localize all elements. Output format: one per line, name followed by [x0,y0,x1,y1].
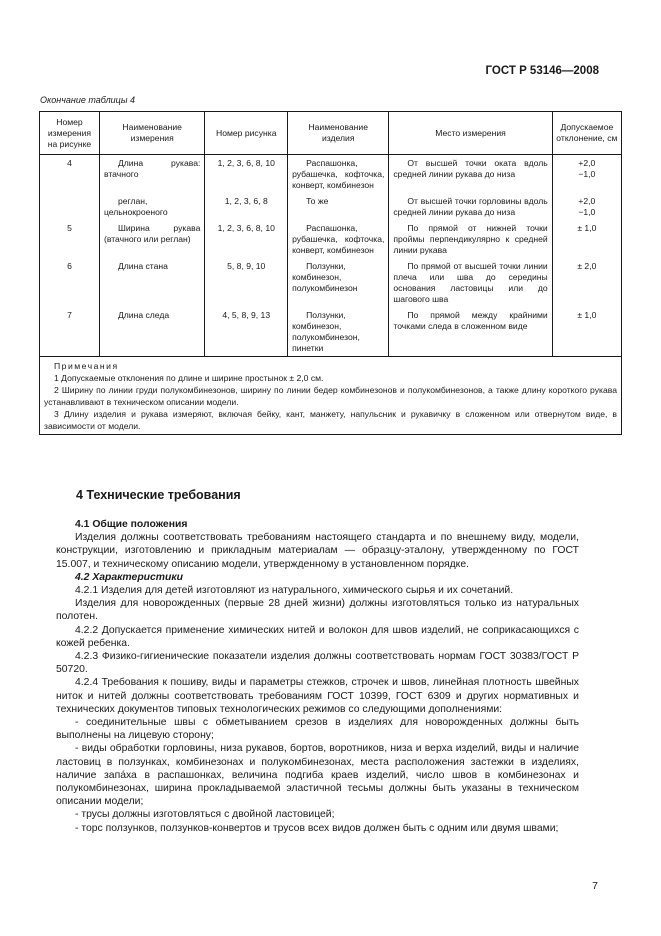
cell-number: 4 [40,155,100,194]
col-header-number: Номер измерения на рисунке [40,112,100,155]
cell-item-text: То же [306,196,329,206]
note-item: 2 Ширину по линии груди полукомбинезонов, ширину по линии бедер комбинезонов и полукомбинезонов, а также длину короткого рукава устанавливают в техническом описании модели. [44,385,617,407]
cell-name [99,155,204,194]
paragraph: 4.2.1 Изделия для детей изготовляют из натурального, химического сырья и их сочетаний. [75,585,514,597]
cell-number: 6 [40,258,100,307]
note-item: 1 Допускаемые отклонения по длине и ширине простынок ± 2,0 см. [54,373,324,383]
cell-figures: 5, 8, 9, 10 [205,258,288,307]
cell-figures: 1, 2, 3, 6, 8, 10 [205,220,288,258]
cell-place-text: По прямой от высшей точки линии плеча или шва до середины основания ластовицы или до шагового шва [393,261,548,304]
cell-figures: 1, 2, 3, 6, 8, 10 [205,155,288,194]
cell-number: 5 [40,220,100,258]
cell-tolerance: ± 2,0 [552,258,621,307]
paragraph: 4.2.3 Физико-гигиенические показатели изделия должны соответствовать нормам ГОСТ 30383/ГОСТ Р 50720. [56,651,579,676]
paragraph: 4.2.4 Требования к пошиву, виды и параметры стежков, строчек и швов, линейная плотность швейных ниток и нитей должны соответствовать требованиям ГОСТ 10399, ГОСТ 6309 и других нормативных и технических документов типовых технологических режимов со следующими дополнениями: [56,677,579,715]
cell-figures: 4, 5, 8, 9, 13 [205,307,288,357]
col-header-item: Наименование изделия [288,112,389,155]
note-item: 3 Длину изделия и рукава измеряют, включая бейку, кант, манжету, напульсник и рукавичку в сложенном или отвернутом виде, в зависимости от модели. [44,409,617,431]
subsection-title: 4.2 Характеристики [75,571,183,583]
cell-tolerance: +2,0 −1,0 [552,155,621,194]
cell-name-text: Длина следа [117,310,170,320]
cell-name-text: Длина стана [117,261,168,271]
cell-item-text: Ползунки, комбинезон, полукомбинезон [292,261,358,293]
measurements-table [39,111,622,435]
cell-place-text: От высшей точки оката вдоль средней линии рукава до низа [393,158,548,179]
paragraph: - трусы должны изготовляться с двойной ластовицей; [75,809,335,821]
col-header-figure: Номер рисунка [205,112,288,155]
notes-row [40,357,622,435]
paragraph: Изделия для новорожденных (первые 28 дней жизни) должны изготовляться только из натуральных полотен. [56,598,579,623]
cell-place [389,155,552,194]
cell-place [389,307,552,357]
cell-name-text: Длина рукава: втачного [103,158,201,179]
table-row [40,155,622,194]
subsection-title: 4.1 Общие положения [75,519,188,530]
paragraph: Изделия должны соответствовать требованиям настоящего стандарта и по внешнему виду, модели, конструкции, изготовлению и прикладным материалам — образцу-эталону, утвержденному по ГОСТ 15.007, и техническому описанию модели, утвержденному в установленном порядке. [56,532,579,570]
cell-item-text: Ползунки, комбинезон, полукомбинезон, пинетки [292,310,360,353]
table-row [40,307,622,357]
cell-figures: 1, 2, 3, 6, 8 [205,193,288,220]
cell-name [99,258,204,307]
paragraph: 4.2.2 Допускается применение химических нитей и волокон для швов изделий, не соприкасающихся с кожей ребенка. [56,624,579,649]
table-caption: Окончание таблицы 4 [40,95,135,105]
paragraph: - виды обработки горловины, низа рукавов, бортов, воротников, низа и верха изделий, виды и наличие ластовиц в ползунках, комбинезонах и полукомбинезонах, места расположения застежки в изделиях, наличие запáха в распашонках, величина подгиба краев изделий, число швов в комбинезонах и полукомбинезонах, ширина прокладываемой эластичной тесьмы должны быть указаны в техническом описании модели; [56,743,579,808]
cell-tolerance: ± 1,0 [552,220,621,258]
cell-item [288,155,389,194]
cell-item [288,220,389,258]
cell-item-text: Распашонка, рубашечка, кофточка, конверт, комбинезон [292,158,385,190]
cell-name [99,193,204,220]
page-number: 7 [592,880,598,892]
col-header-name: Наименование измерения [99,112,204,155]
cell-place [389,193,552,220]
cell-item [288,193,389,220]
paragraph: - торс ползунков, ползунков-конвертов и трусов всех видов должен быть с одним или двумя швами; [75,822,559,834]
cell-place-text: По прямой от нижней точки проймы перпендикулярно к средней линии рукава [393,223,548,255]
table-header-row [40,112,622,155]
paragraph: - соединительные швы с обметыванием срезов в изделиях для новорожденных должны быть выполнены на лицевую сторону; [56,717,579,742]
table-row [40,258,622,307]
cell-number: 7 [40,307,100,357]
cell-item [288,307,389,357]
notes-title: Примечания [54,361,119,371]
col-header-place: Место измерения [389,112,552,155]
table-row [40,220,622,258]
cell-number [40,193,100,220]
cell-item [288,258,389,307]
cell-tolerance: ± 1,0 [552,307,621,357]
cell-place-text: По прямой между крайними точками следа в сложенном виде [393,310,548,331]
cell-name [99,307,204,357]
standard-header: ГОСТ Р 53146—2008 [485,65,599,77]
section-body [56,518,579,835]
cell-name [99,220,204,258]
section-title: 4 Технические требования [76,488,241,502]
cell-name-text: реглан, цельнокроеного [103,196,168,217]
cell-item-text: Распашонка, рубашечка, кофточка, конверт, комбинезон [292,223,385,255]
table-row [40,193,622,220]
col-header-tolerance: Допускаемое отклонение, см [552,112,621,155]
cell-name-text: Ширина рукава (втачного или реглан) [103,223,201,244]
cell-place [389,258,552,307]
cell-place-text: От высшей точки горловины вдоль средней линии рукава до низа [393,196,548,217]
cell-place [389,220,552,258]
table-notes [40,357,622,435]
cell-tolerance: +2,0 −1,0 [552,193,621,220]
